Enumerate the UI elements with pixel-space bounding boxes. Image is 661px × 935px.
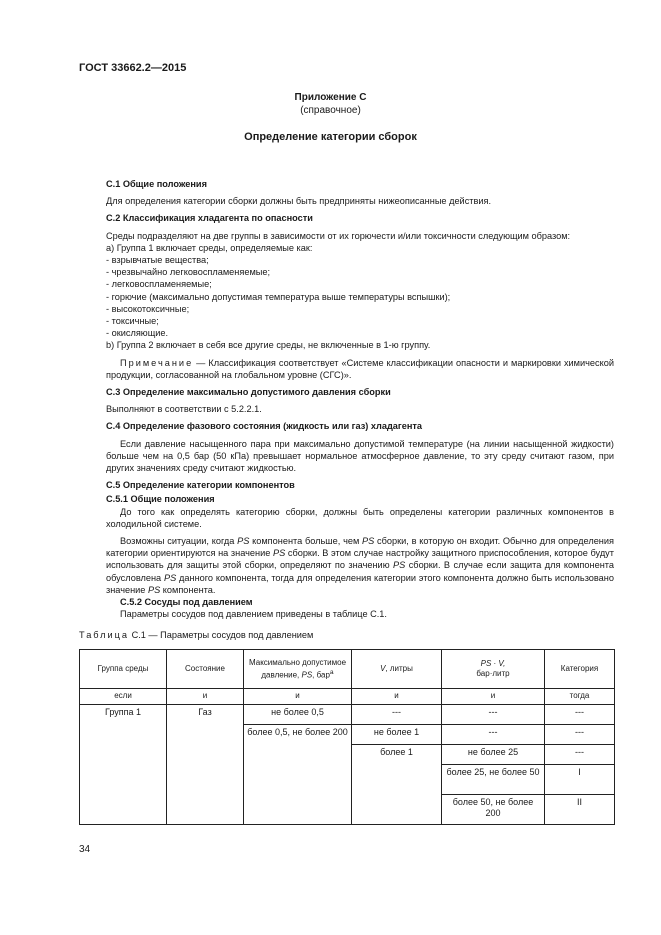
section-c52-text: Параметры сосудов под давлением приведены в таблице С.1. <box>120 609 387 620</box>
header-category: Категория <box>545 650 615 689</box>
list-item: - взрывчатые вещества; <box>106 255 209 266</box>
section-c1-text: Для определения категории сборки должны быть предприняты нижеописанные действия. <box>106 196 492 207</box>
note-label: Примечание <box>120 357 194 368</box>
annex-title: Приложение С <box>294 92 367 103</box>
section-c51-heading: С.5.1 Общие положения <box>106 494 215 505</box>
note-text: — Классификация соответствует «Системе классификации опасности и маркировки химической продукции, согласованной на глобальном уровне (СГС)». <box>106 357 614 380</box>
section-c2-intro: Среды подразделяют на две группы в зависимости от их горючести и/или токсичности следующим образом: <box>106 230 571 241</box>
pressure-vessel-table <box>79 649 615 825</box>
note <box>106 357 614 381</box>
section-c3-text: Выполняют в соответствии с 5.2.2.1. <box>106 404 262 415</box>
section-c52-heading: С.5.2 Сосуды под давлением <box>120 597 253 608</box>
section-c3-heading: С.3 Определение максимально допустимого давления сборки <box>106 387 391 398</box>
table-caption <box>79 630 313 640</box>
page-number: 34 <box>79 844 91 855</box>
document-header: ГОСТ 33662.2—2015 <box>79 62 187 74</box>
list-item: - горючие (максимально допустимая температура выше температуры вспышки); <box>106 291 451 302</box>
table-row: более 1 не более 25 --- <box>80 745 615 765</box>
header-psv: PS · V, бар·литр <box>442 650 545 689</box>
section-c5-heading: С.5 Определение категории компонентов <box>106 480 295 491</box>
list-item: - высокотоксичные; <box>106 303 190 314</box>
table-header-row <box>80 650 615 689</box>
section-c4-text: Если давление насыщенного пара при максимально допустимой температуре (на линии насыщенной жидкости) больше чем на 0,5 бар (50 кПа) превышает нормальное атмосферное давление, то эту среду считают газом, при других значениях среду считают жидкостью. <box>106 438 614 474</box>
document-title: Определение категории сборок <box>244 131 417 143</box>
list-item: - чрезвычайно легковоспламеняемые; <box>106 267 271 278</box>
table-condition-row: если и и и и тогда <box>80 689 615 705</box>
list-item: - токсичные; <box>106 316 159 327</box>
cell-group: Группа 1 <box>80 705 167 825</box>
table-row: более 25, не более 50 I <box>80 765 615 795</box>
section-c2-group1: а) Группа 1 включает среды, определяемые как: <box>106 242 313 253</box>
main-content <box>106 178 614 621</box>
header-state: Состояние <box>167 650 244 689</box>
section-c2-group2: b) Группа 2 включает в себя все другие среды, не включенные в 1-ю группу. <box>106 340 431 351</box>
section-c2-heading: С.2 Классификация хладагента по опасности <box>106 213 313 224</box>
list-item: - легковоспламеняемые; <box>106 279 212 290</box>
table-row: Группа 1 Газ не более 0,5 --- --- --- <box>80 705 615 725</box>
section-c51-p1: До того как определять категорию сборки, должны быть определены категории различных компонентов в холодильной системе. <box>106 506 614 529</box>
cell-state: Газ <box>167 705 244 825</box>
table-row: более 50, не более 200 II <box>80 795 615 825</box>
list-item: - окисляющие. <box>106 328 169 339</box>
section-c4-heading: С.4 Определение фазового состояния (жидкость или газ) хладагента <box>106 421 422 432</box>
header-v: V, литры <box>352 650 442 689</box>
header-group: Группа среды <box>80 650 167 689</box>
table-caption-text: С.1 — Параметры сосудов под давлением <box>129 630 314 640</box>
table-row: более 0,5, не более 200 не более 1 --- --- <box>80 725 615 745</box>
header-ps: Максимально допустимое давление, PS, бар$^а$ <box>244 650 352 689</box>
section-c51-p2: Возможны ситуации, когда PS компонента больше, чем PS сборки, в которую он входит. Обычно для определения категории ориентируются на значение PS сборки. В этом случае настройку защитного приспособления, которое будут использовать для защиты этой сборки, определяют по значению PS сборки. В случае если защита для компонента обусловлена PS данного компонента, тогда для определения категории этого компонента должно быть использовано значение PS компонента. <box>106 536 614 595</box>
annex-type: (справочное) <box>300 105 361 116</box>
section-c1-heading: С.1 Общие положения <box>106 179 207 189</box>
table-caption-label: Таблица <box>79 630 130 640</box>
